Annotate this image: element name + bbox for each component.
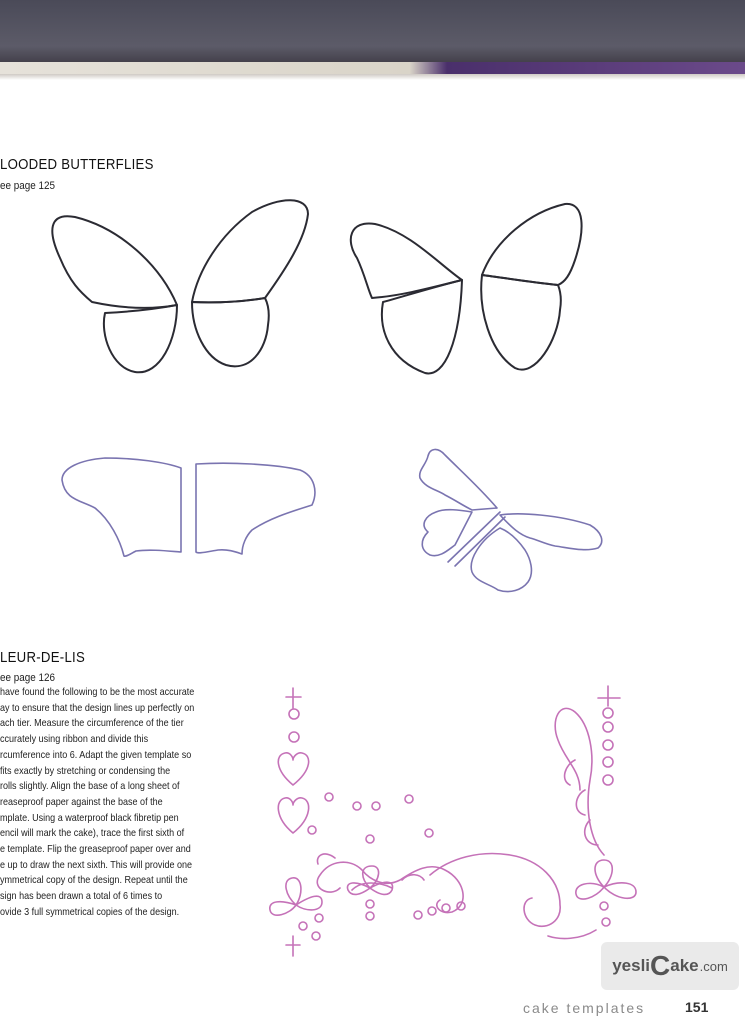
section-title-butterflies: LOODED BUTTERFLIES bbox=[0, 156, 154, 173]
bead bbox=[372, 802, 380, 810]
bead bbox=[602, 918, 610, 926]
text-line: e up to draw the next sixth. This will provide one bbox=[0, 858, 193, 871]
footer-section-label: cake templates bbox=[523, 1000, 646, 1016]
bead bbox=[366, 900, 374, 908]
bead bbox=[603, 722, 613, 732]
text-line: ay to ensure that the design lines up perfectly on bbox=[0, 701, 195, 714]
butterfly-1-left-lower-wing bbox=[104, 305, 177, 372]
section-title-fleur-de-lis: LEUR-DE-LIS bbox=[0, 649, 86, 666]
frilled-lower-wing bbox=[422, 510, 472, 556]
butterfly-2-left-lower-wing bbox=[382, 280, 462, 373]
butterfly-2-right-lower-wing bbox=[481, 275, 561, 370]
text-line: ccurately using ribbon and divide this bbox=[0, 733, 149, 746]
frilled-upper-wing bbox=[420, 449, 497, 510]
cross-mark bbox=[598, 686, 620, 706]
bead bbox=[289, 709, 299, 719]
butterfly-1-left-upper-wing bbox=[52, 216, 177, 308]
bead bbox=[353, 802, 361, 810]
text-line: ach tier. Measure the circumference of the tier bbox=[0, 717, 184, 730]
bead bbox=[428, 907, 436, 915]
text-line: have found the following to be the most accurate bbox=[0, 686, 195, 698]
page-reference-butterflies: ee page 125 bbox=[0, 180, 56, 192]
scroll-line bbox=[555, 708, 604, 855]
frilled-body bbox=[448, 512, 505, 566]
bead bbox=[289, 732, 299, 742]
flat-right-wing bbox=[196, 463, 315, 554]
heart-shape bbox=[278, 798, 308, 833]
text-line: encil will mark the cake), trace the first sixth of bbox=[0, 827, 185, 840]
text-line: ymmetrical copy of the design. Repeat until the bbox=[0, 874, 188, 887]
cross-mark bbox=[286, 936, 300, 956]
bead bbox=[603, 775, 613, 785]
text-line: rolls slightly. Align the base of a long sheet of bbox=[0, 780, 180, 793]
bead bbox=[366, 835, 374, 843]
bead bbox=[366, 912, 374, 920]
page-reference-fleur-de-lis: ee page 126 bbox=[0, 672, 56, 684]
bead bbox=[405, 795, 413, 803]
text-line: rcumference into 6. Adapt the given template so bbox=[0, 748, 192, 761]
text-line: mplate. Using a waterproof black fibretip pen bbox=[0, 811, 179, 824]
watermark-prefix: yesli bbox=[612, 956, 651, 975]
scroll-line bbox=[317, 854, 424, 890]
fleur-de-lis-template bbox=[270, 686, 636, 956]
watermark-domain: .com bbox=[699, 958, 728, 974]
bead bbox=[325, 793, 333, 801]
wing-shapes-template bbox=[62, 458, 315, 556]
frilled-butterfly-template bbox=[420, 449, 602, 591]
scroll-line bbox=[548, 930, 596, 938]
frilled-lower-right-wing bbox=[471, 528, 531, 592]
scroll-line bbox=[565, 760, 598, 845]
butterfly-1-right-upper-wing bbox=[192, 200, 308, 302]
bead bbox=[312, 932, 320, 940]
text-line: reaseproof paper against the base of the bbox=[0, 795, 163, 808]
bead bbox=[600, 902, 608, 910]
butterfly-template-1 bbox=[52, 200, 308, 372]
text-line: ovide 3 full symmetrical copies of the design. bbox=[0, 905, 180, 918]
text-line: e template. Flip the greaseproof paper over and bbox=[0, 843, 191, 856]
flower-petals bbox=[270, 878, 322, 915]
flower-petals bbox=[576, 860, 636, 899]
scroll-line bbox=[430, 854, 560, 927]
bead bbox=[315, 914, 323, 922]
heart-shape bbox=[278, 753, 308, 785]
butterfly-2-right-upper-wing bbox=[482, 204, 582, 285]
bead bbox=[414, 911, 422, 919]
bead bbox=[603, 757, 613, 767]
watermark-initial: C bbox=[650, 950, 671, 981]
bead bbox=[425, 829, 433, 837]
cross-mark bbox=[286, 688, 301, 708]
watermark-suffix: ake bbox=[670, 956, 699, 975]
text-line: sign has been drawn a total of 6 times to bbox=[0, 890, 163, 903]
flat-left-wing bbox=[62, 458, 181, 556]
watermark-logo bbox=[601, 942, 739, 990]
butterfly-1-right-lower-wing bbox=[192, 298, 269, 366]
page-number: 151 bbox=[685, 999, 709, 1015]
frilled-right-wing bbox=[500, 514, 602, 550]
butterfly-template-2 bbox=[351, 204, 582, 374]
bead bbox=[603, 708, 613, 718]
flower-petals bbox=[347, 866, 392, 894]
bead bbox=[442, 904, 450, 912]
text-line: fits exactly by stretching or condensing the bbox=[0, 764, 171, 777]
bead bbox=[299, 922, 307, 930]
butterfly-2-left-upper-wing bbox=[351, 223, 462, 298]
bead bbox=[603, 740, 613, 750]
bead bbox=[308, 826, 316, 834]
